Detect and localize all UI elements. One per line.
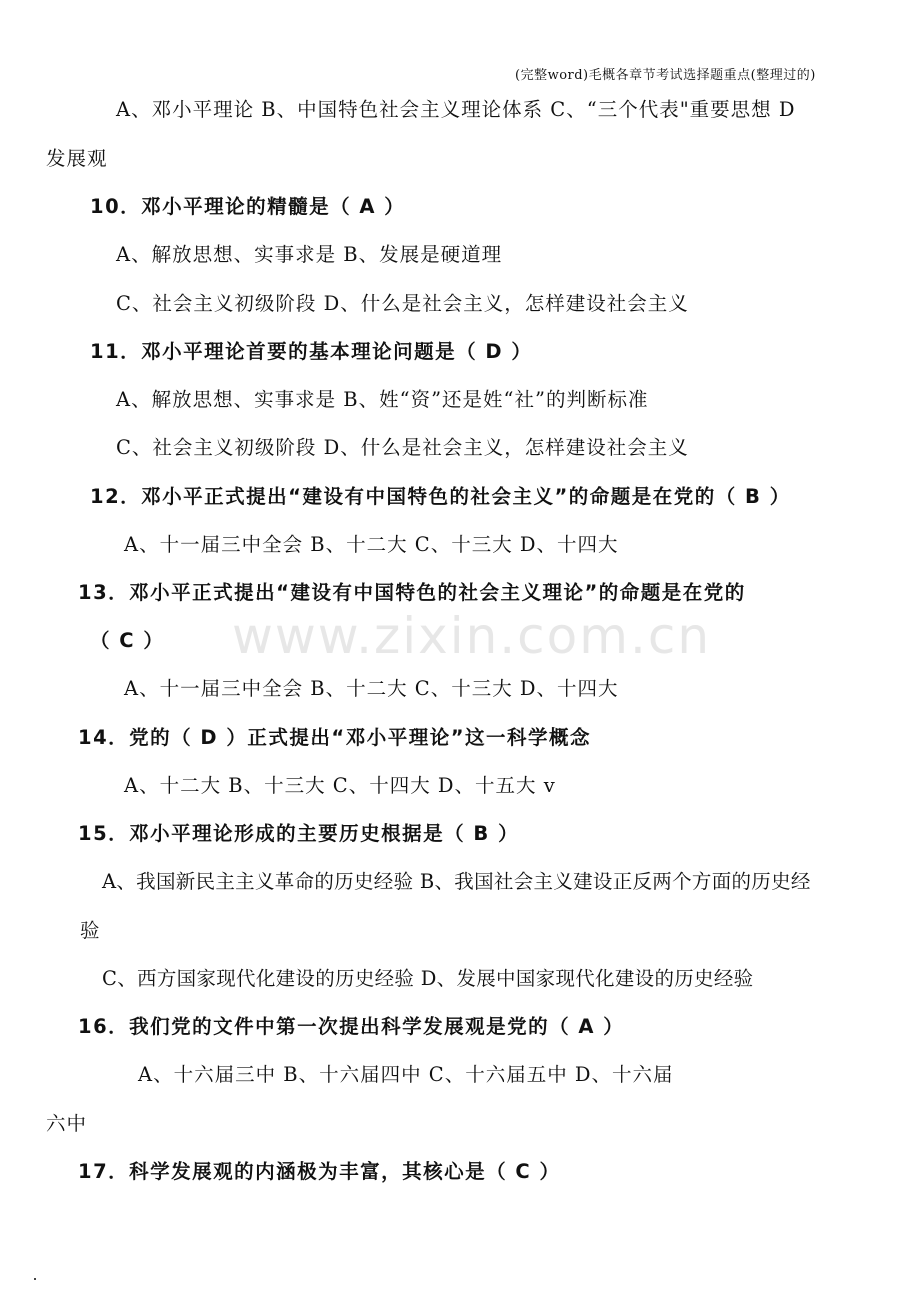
question-16-options-continued: 六中 — [46, 1112, 88, 1135]
question-12-options: A、十一届三中全会 B、十二大 C、十三大 D、十四大 — [124, 533, 619, 556]
question-16: 16．我们党的文件中第一次提出科学发展观是党的（ A ） — [78, 1015, 625, 1038]
question-15: 15．邓小平理论形成的主要历史根据是（ B ） — [78, 822, 520, 845]
question-13-options: A、十一届三中全会 B、十二大 C、十三大 D、十四大 — [124, 677, 619, 700]
question-12: 12．邓小平正式提出“建设有中国特色的社会主义”的命题是在党的（ B ） — [90, 485, 791, 508]
question-16-options: A、十六届三中 B、十六届四中 C、十六届五中 D、十六届 — [138, 1063, 674, 1086]
question-11: 11．邓小平理论首要的基本理论问题是（ D ） — [90, 340, 533, 363]
question-15-options-ab: A、我国新民主主义革命的历史经验 B、我国社会主义建设正反两个方面的历史经 — [102, 870, 811, 893]
question-10-options-ab: A、解放思想、实事求是 B、发展是硬道理 — [116, 243, 503, 266]
option-line: A、邓小平理论 B、中国特色社会主义理论体系 C、“三个代表"重要思想 D — [116, 98, 796, 121]
question-17: 17．科学发展观的内涵极为丰富，其核心是（ C ） — [78, 1160, 561, 1183]
question-11-options-ab: A、解放思想、实事求是 B、姓“资”还是姓“社”的判断标准 — [116, 388, 649, 411]
page-mark — [34, 1278, 36, 1280]
question-14: 14．党的（ D ）正式提出“邓小平理论”这一科学概念 — [78, 726, 592, 749]
question-15-options-cd: C、西方国家现代化建设的历史经验 D、发展中国家现代化建设的历史经验 — [102, 967, 754, 990]
question-14-options: A、十二大 B、十三大 C、十四大 D、十五大 v — [124, 774, 556, 797]
question-11-options-cd: C、社会主义初级阶段 D、什么是社会主义，怎样建设社会主义 — [116, 436, 689, 459]
question-10: 10．邓小平理论的精髓是（ A ） — [90, 195, 406, 218]
option-line-continued: 发展观 — [46, 147, 108, 170]
page-header: (完整word)毛概各章节考试选择题重点(整理过的) — [515, 68, 816, 83]
question-13: 13．邓小平正式提出“建设有中国特色的社会主义理论”的命题是在党的 — [78, 581, 746, 604]
question-13-answer: （ C ） — [90, 629, 165, 652]
question-10-options-cd: C、社会主义初级阶段 D、什么是社会主义，怎样建设社会主义 — [116, 292, 689, 315]
question-15-options-ab-continued: 验 — [80, 919, 101, 942]
watermark: www.zixin.com.cn — [232, 607, 712, 665]
